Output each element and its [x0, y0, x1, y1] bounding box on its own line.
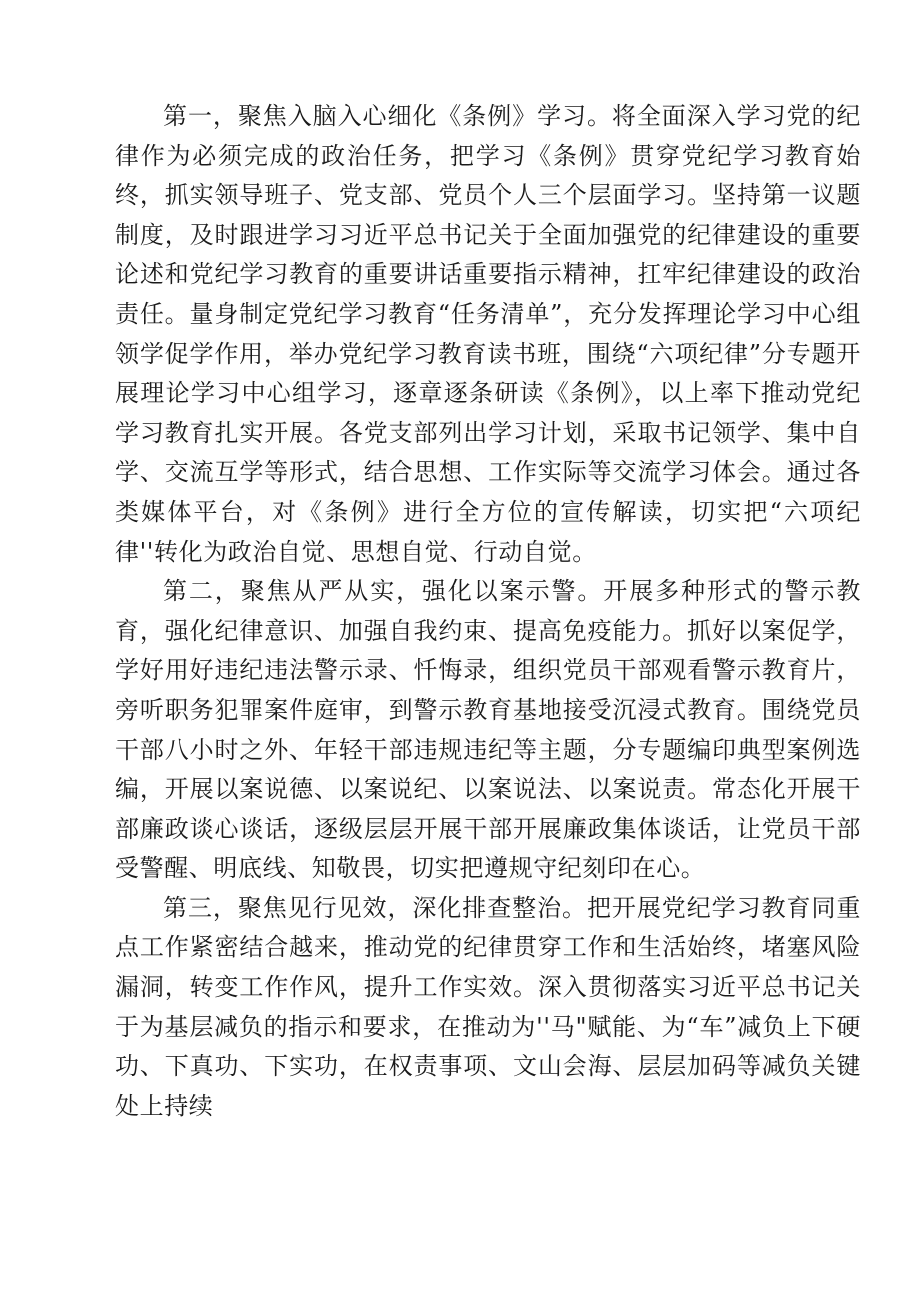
paragraph-2: 第二，聚焦从严从实，强化以案示警。开展多种形式的警示教育，强化纪律意识、加强自我约束、提高免疫能力。抓好以案促学，学好用好违纪违法警示录、忏悔录，组织党员干部观看警示教育片，旁听职务犯罪案件庭审，到警示教育基地接受沉浸式教育。围绕党员干部八小时之外、年轻干部违规违纪等主题，分专题编印典型案例选编，开展以案说德、以案说纪、以案说法、以案说责。常态化开展干部廉政谈心谈话，逐级层层开展干部开展廉政集体谈话，让党员干部受警醒、明底线、知敬畏，切实把遵规守纪刻印在心。 — [115, 577, 861, 883]
paragraph-1: 第一，聚焦入脑入心细化《条例》学习。将全面深入学习党的纪律作为必须完成的政治任务，把学习《条例》贯穿党纪学习教育始终，抓实领导班子、党支部、党员个人三个层面学习。坚持第一议题制度，及时跟进学习习近平总书记关于全面加强党的纪律建设的重要论述和党纪学习教育的重要讲话重要指示精神，扛牢纪律建设的政治责任。量身制定党纪学习教育“任务清单”，充分发挥理论学习中心组领学促学作用，举办党纪学习教育读书班，围绕“六项纪律”分专题开展理论学习中心组学习，逐章逐条研读《条例》，以上率下推动党纪学习教育扎实开展。各党支部列出学习计划，采取书记领学、集中自学、交流互学等形式，结合思想、工作实际等交流学习体会。通过各类媒体平台，对《条例》进行全方位的宣传解读，切实把“六项纪律''转化为政治自觉、思想自觉、行动自觉。 — [115, 102, 861, 566]
paragraph-3: 第三，聚焦见行见效，深化排查整治。把开展党纪学习教育同重点工作紧密结合越来，推动党的纪律贯穿工作和生活始终，堵塞风险漏洞，转变工作作风，提升工作实效。深入贯彻落实习近平总书记关于为基层减负的指示和要求，在推动为''马"赋能、为“车”减负上下硬功、下真功、下实功，在权责事项、文山会海、层层加码等减负关键处上持续 — [115, 893, 861, 1120]
